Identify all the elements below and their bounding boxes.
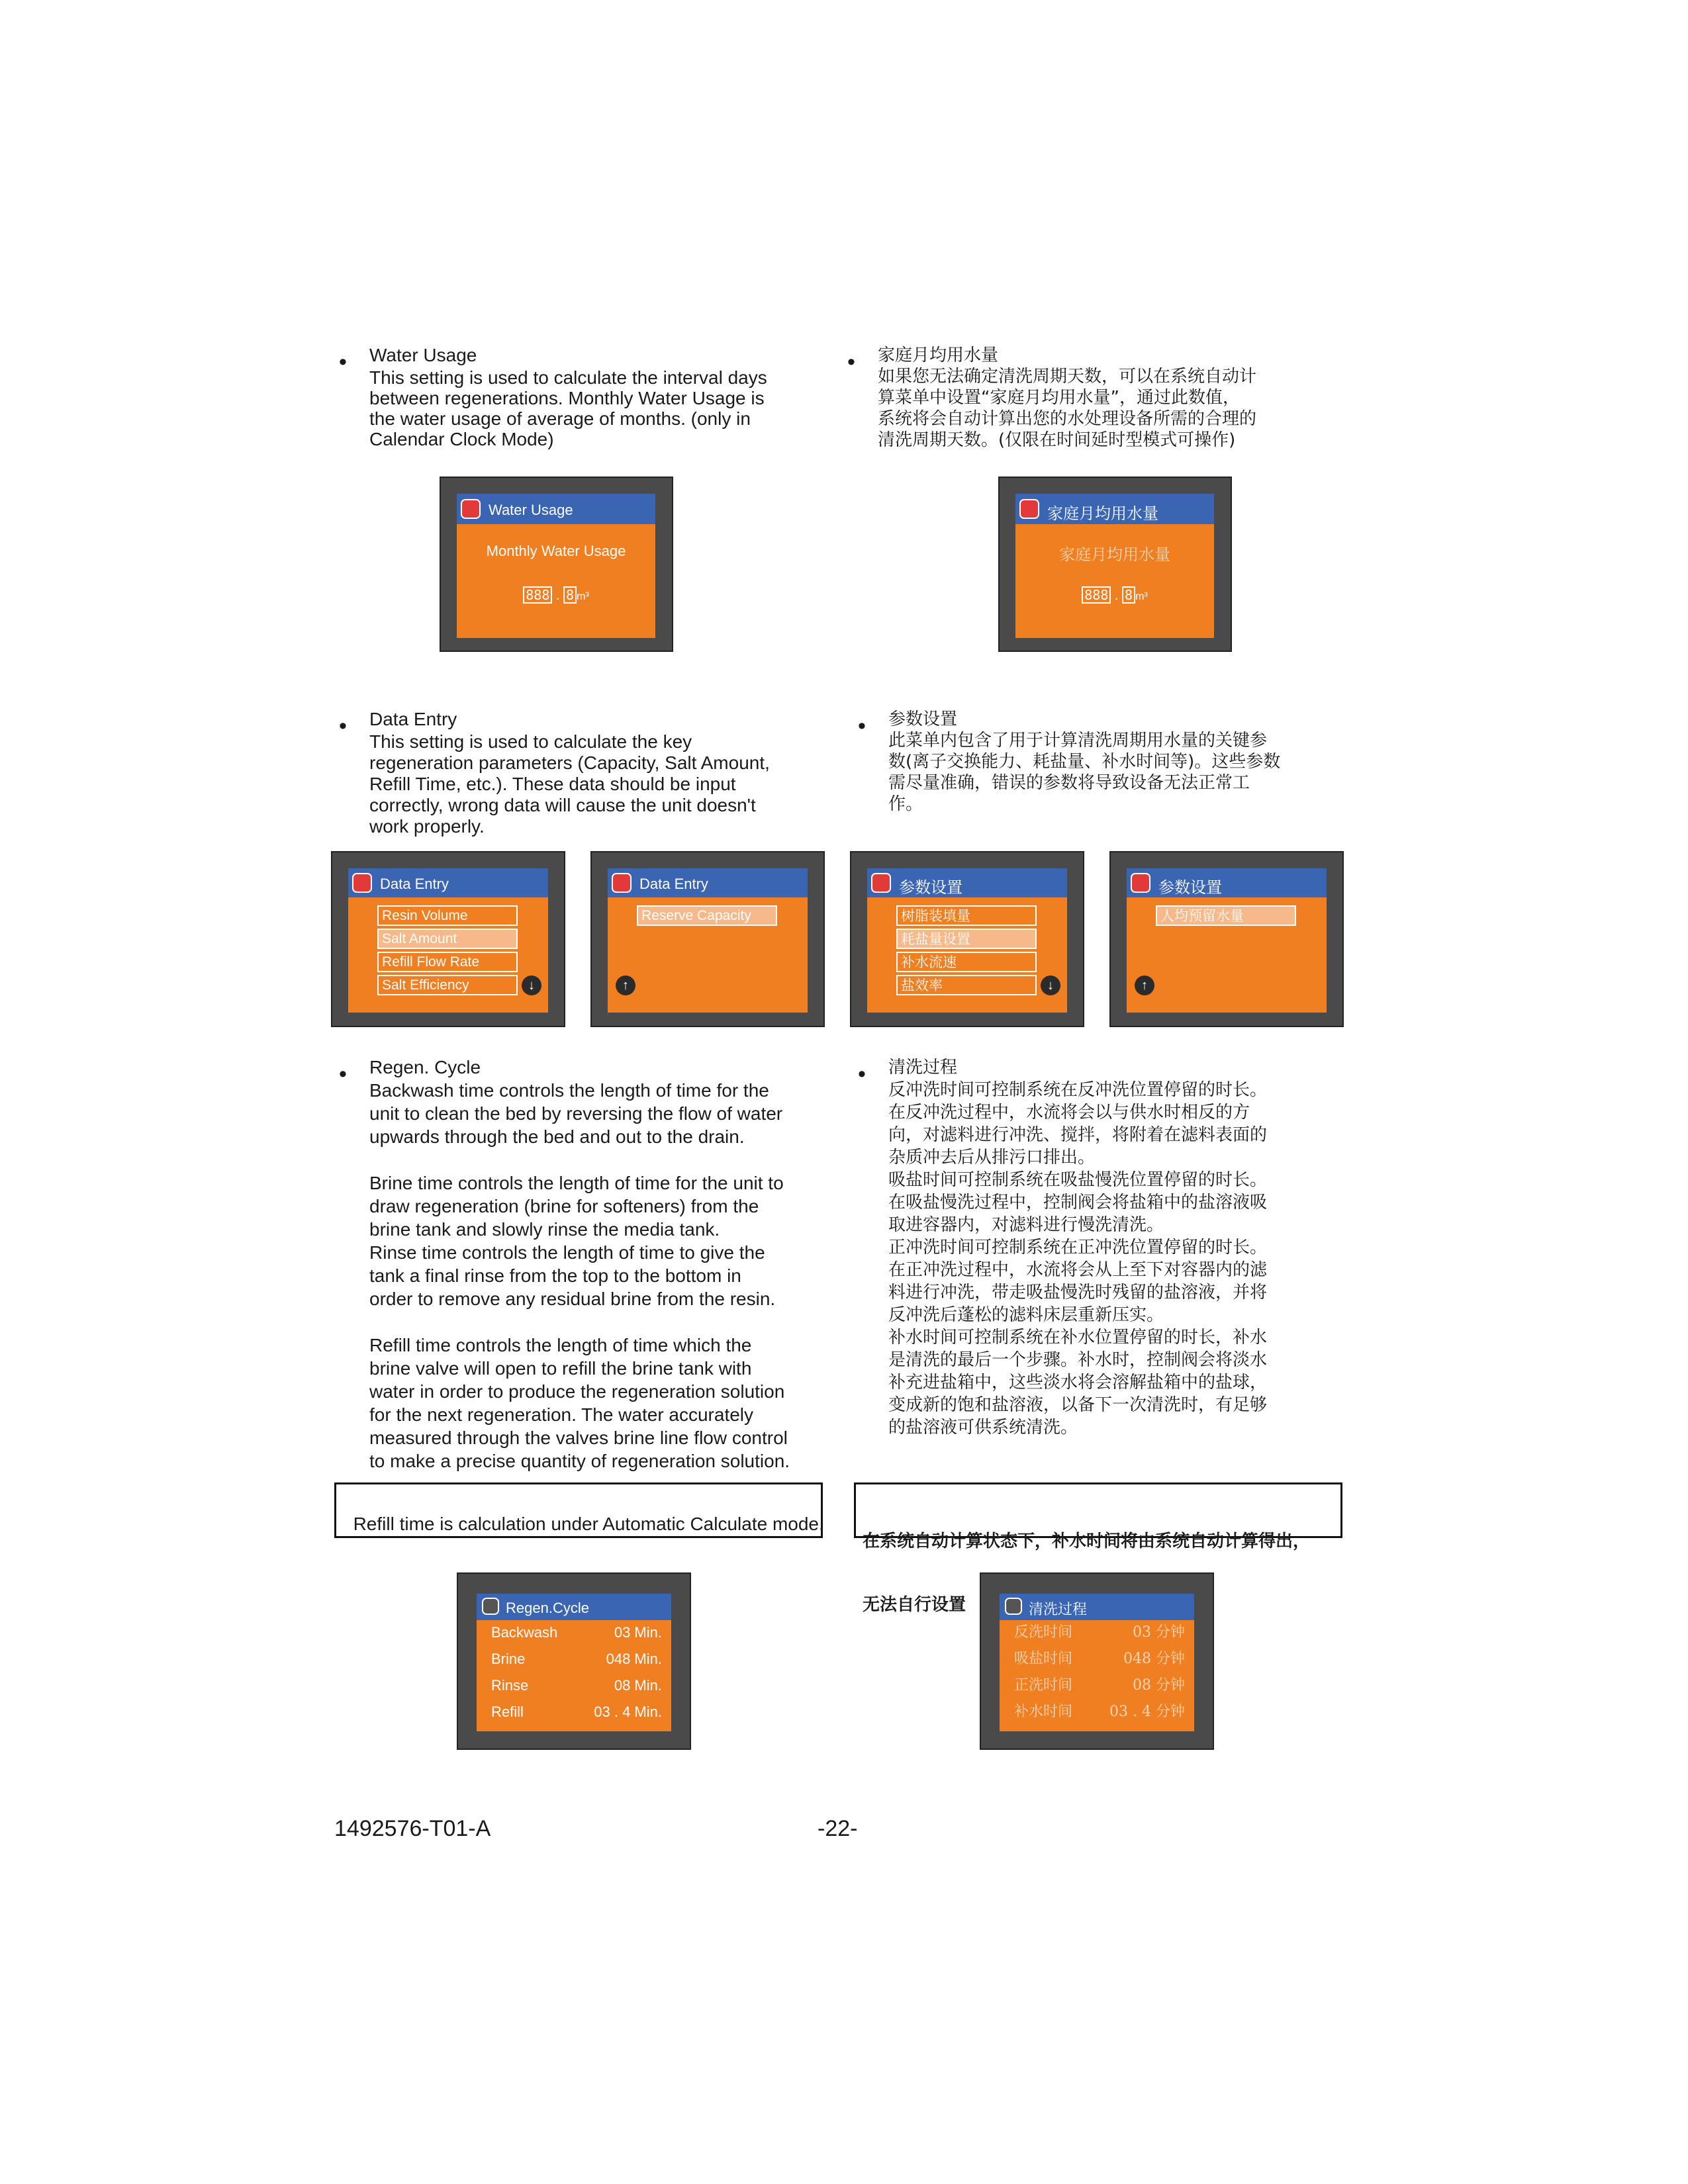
scroll-up-icon[interactable]: ↑ [1135,976,1154,995]
bullet-icon: • [858,1062,866,1087]
menu-item-salt-amount-cn[interactable]: 耗盐量设置 [896,929,1037,949]
refill-note-box: Refill time is calculation under Automatic Calculate mode. [334,1482,823,1538]
water-usage-screen [440,477,673,652]
regen-row-rinse[interactable]: Rinse 08 Min. [491,1677,662,1694]
regen-cycle-screen [457,1572,691,1750]
scroll-down-icon[interactable]: ↓ [522,976,541,995]
heading-data-entry: Data Entry [369,709,457,729]
menu-item-salt-efficiency[interactable]: Salt Efficiency [377,975,518,995]
data-entry-screen-2 [590,851,825,1027]
page-number: -22- [818,1816,858,1841]
screen-header: 清洗过程 [1000,1594,1194,1620]
clipboard-icon [1131,873,1150,893]
heading-regen-cycle-cn: 清洗过程 [888,1058,958,1077]
menu-item-reserve-water-cn[interactable]: 人均预留水量 [1156,905,1296,926]
heading-regen-cycle: Regen. Cycle [369,1057,481,1077]
menu-item-refill-flow-rate[interactable]: Refill Flow Rate [377,952,518,972]
regen-row-brine[interactable]: Brine 048 Min. [491,1651,662,1667]
menu-item-resin-volume[interactable]: Resin Volume [377,905,518,926]
scroll-down-icon[interactable]: ↓ [1041,976,1060,995]
bullet-icon: • [339,1062,347,1087]
regen-row-brine-cn[interactable]: 吸盐时间 048 分钟 [1014,1651,1185,1667]
clipboard-icon [871,873,891,893]
heading-water-usage-cn: 家庭月均用水量 [878,345,999,365]
screen-header: 参数设置 [867,868,1067,897]
water-tap-icon [461,499,481,519]
regen-row-backwash[interactable]: Backwash 03 Min. [491,1624,662,1641]
bullet-icon: • [339,713,347,739]
regen-row-refill-cn[interactable]: 补水时间 03 . 4 分钟 [1014,1704,1185,1720]
regen-cycle-screen-cn [980,1572,1214,1750]
screen-header: Data Entry [608,868,808,897]
screen-header: Regen.Cycle [477,1594,671,1620]
bullet-icon: • [858,713,866,739]
clipboard-icon [612,873,632,893]
heading-data-entry-cn: 参数设置 [888,709,958,729]
usage-value: 888 . 8 m³ [1015,586,1214,604]
data-entry-screen-cn-2 [1109,851,1344,1027]
water-usage-screen-cn [998,477,1232,652]
scroll-up-icon[interactable]: ↑ [616,976,635,995]
regen-row-backwash-cn[interactable]: 反洗时间 03 分钟 [1014,1624,1185,1641]
menu-item-resin-volume-cn[interactable]: 树脂装填量 [896,905,1037,926]
menu-item-refill-flow-rate-cn[interactable]: 补水流速 [896,952,1037,972]
regen-cycle-icon [482,1598,499,1615]
data-entry-screen-1 [331,851,565,1027]
usage-value: 888 . 8 m³ [457,586,655,604]
data-entry-screen-cn-1 [850,851,1084,1027]
document-id: 1492576-T01-A [334,1816,491,1841]
screen-header: Water Usage [457,494,655,524]
screen-header: 家庭月均用水量 [1015,494,1214,524]
heading-water-usage: Water Usage [369,345,477,365]
refill-note-box-cn: 在系统自动计算状态下，补水时间将由系统自动计算得出， 无法自行设置 [854,1482,1342,1538]
bullet-icon: • [847,349,855,375]
screen-label: Monthly Water Usage [486,543,626,559]
clipboard-icon [352,873,372,893]
regen-row-rinse-cn[interactable]: 正洗时间 08 分钟 [1014,1677,1185,1694]
screen-label: 家庭月均用水量 [1059,545,1170,564]
water-tap-icon [1019,499,1039,519]
regen-row-refill[interactable]: Refill 03 . 4 Min. [491,1704,662,1720]
bullet-icon: • [339,349,347,375]
regen-cycle-icon [1005,1598,1022,1615]
menu-item-salt-amount[interactable]: Salt Amount [377,929,518,949]
menu-item-reserve-capacity[interactable]: Reserve Capacity [637,905,777,926]
screen-header: Data Entry [348,868,548,897]
screen-header: 参数设置 [1127,868,1327,897]
menu-item-salt-efficiency-cn[interactable]: 盐效率 [896,975,1037,995]
